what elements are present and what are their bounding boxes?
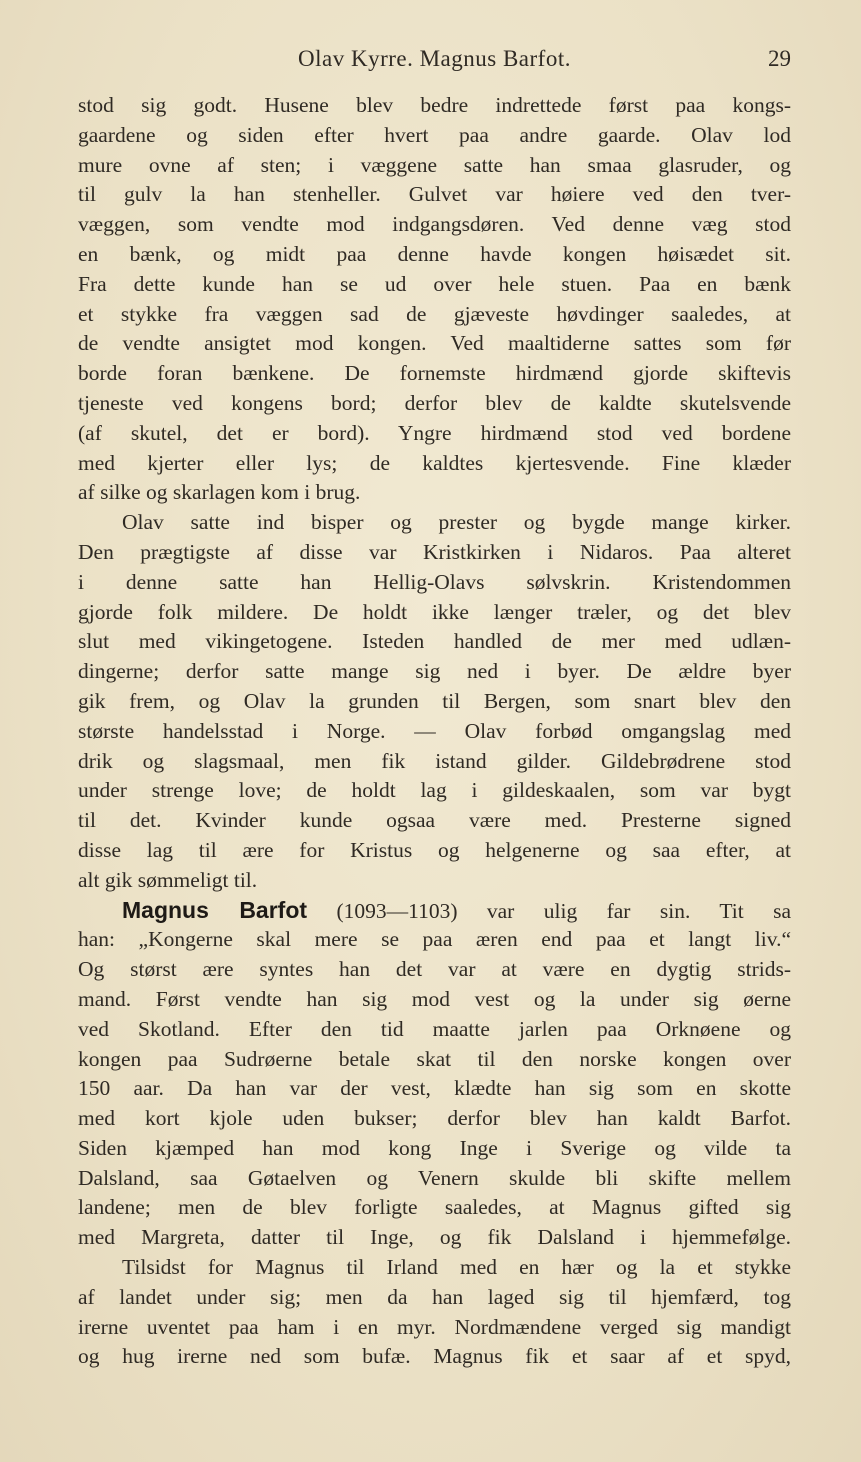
text-line: [78, 1045, 791, 1075]
text-line: [78, 747, 791, 777]
text-line: [78, 1134, 791, 1164]
text-line: [78, 329, 791, 359]
text-line: [78, 776, 791, 806]
line-text: mure ovne af sten; i væggene satte han smaa glasruder, og: [78, 152, 791, 177]
line-text: slut med vikingetogene. Isteden handled de mer med udlæn-: [78, 629, 791, 654]
line-text: ved Skotland. Efter den tid maatte jarlen paa Orknøene og: [78, 1016, 791, 1041]
line-text: til gulv la han stenheller. Gulvet var høiere ved den tver-: [78, 182, 791, 207]
text-line: [78, 449, 791, 479]
text-line: [78, 657, 791, 687]
line-text: (af skutel, det er bord). Yngre hirdmænd stod ved bordene: [78, 420, 791, 445]
line-text: i denne satte han Hellig-Olavs sølvskrin. Kristendommen: [78, 569, 791, 594]
text-line: [78, 1193, 791, 1223]
body-text: [78, 91, 791, 1372]
text-line: [78, 598, 791, 628]
line-text: de vendte ansigtet mod kongen. Ved maaltiderne sattes som før: [78, 331, 791, 356]
line-text: 150 aar. Da han var der vest, klædte han sig som en skotte: [78, 1076, 791, 1101]
section-heading: Magnus Barfot: [122, 896, 308, 923]
text-line: [78, 1253, 791, 1283]
text-line: [78, 806, 791, 836]
line-text: med kjerter eller lys; de kaldtes kjertesvende. Fine klæder: [78, 450, 791, 475]
line-text: kongen paa Sudrøerne betale skat til den norske kongen over: [78, 1046, 791, 1071]
line-text: under strenge love; de holdt lag i gildeskaalen, som var bygt: [78, 778, 791, 803]
text-line: [78, 300, 791, 330]
text-line: [78, 836, 791, 866]
text-line: [78, 687, 791, 717]
text-line: [78, 210, 791, 240]
text-line: [78, 389, 791, 419]
line-text: gaardene og siden efter hvert paa andre gaarde. Olav lod: [78, 122, 791, 147]
line-text: disse lag til ære for Kristus og helgenerne og saa efter, at: [78, 837, 791, 862]
text-line: [78, 568, 791, 598]
text-line: [78, 1342, 791, 1372]
line-text: af landet under sig; men da han laged sig til hjemfærd, tog: [78, 1284, 791, 1309]
text-line: [78, 180, 791, 210]
text-line: [78, 508, 791, 538]
text-line: [78, 240, 791, 270]
line-text: borde foran bænkene. De fornemste hirdmænd gjorde skiftevis: [78, 361, 791, 386]
line-text: irerne uventet paa ham i en myr. Nordmændene verged sig mandigt: [78, 1314, 791, 1339]
line-text: Dalsland, saa Gøtaelven og Venern skulde bli skifte mellem: [78, 1165, 791, 1190]
text-line: [78, 419, 791, 449]
line-text: med kort kjole uden bukser; derfor blev han kaldt Barfot.: [78, 1106, 791, 1131]
line-text: et stykke fra væggen sad de gjæveste høvdinger saaledes, at: [78, 301, 791, 326]
line-text: drik og slagsmaal, men fik istand gilder. Gildebrødrene stod: [78, 748, 791, 773]
line-text: gjorde folk mildere. De holdt ikke længer træler, og det blev: [78, 599, 791, 624]
line-text: Tilsidst for Magnus til Irland med en hær og la et stykke: [122, 1255, 791, 1280]
line-text: Den prægtigste af disse var Kristkirken i Nidaros. Paa alteret: [78, 539, 791, 564]
line-text: en bænk, og midt paa denne havde kongen høisædet sit.: [78, 241, 791, 266]
text-line: [78, 955, 791, 985]
line-text: Siden kjæmped han mod kong Inge i Sverige og vilde ta: [78, 1135, 791, 1160]
line-text: til det. Kvinder kunde ogsaa være med. Presterne signed: [78, 808, 791, 833]
page-header: [78, 46, 791, 76]
text-line: [78, 1164, 791, 1194]
text-line: [78, 866, 791, 896]
text-line: [78, 896, 791, 926]
text-line: [78, 151, 791, 181]
line-text: væggen, som vendte mod indgangsdøren. Ved denne væg stod: [78, 212, 791, 237]
text-line: [78, 1015, 791, 1045]
text-line: [78, 1283, 791, 1313]
text-line: [78, 1074, 791, 1104]
line-text: alt gik sømmeligt til.: [78, 867, 258, 892]
text-line: [78, 1223, 791, 1253]
text-line: [78, 270, 791, 300]
text-line: [78, 538, 791, 568]
text-line: [78, 91, 791, 121]
line-text: Og størst ære syntes han det var at være en dygtig strids-: [78, 957, 791, 982]
line-text: største handelsstad i Norge. — Olav forbød omgangslag med: [78, 718, 791, 743]
text-line: [78, 1313, 791, 1343]
line-text: stod sig godt. Husene blev bedre indrettede først paa kongs-: [78, 93, 791, 117]
text-line: [78, 717, 791, 747]
text-line: [78, 627, 791, 657]
line-text: han: „Kongerne skal mere se paa æren end paa et langt liv.“: [78, 927, 791, 952]
running-title: Olav Kyrre. Magnus Barfot.: [298, 46, 571, 71]
line-text: med Margreta, datter til Inge, og fik Dalsland i hjemmefølge.: [78, 1225, 791, 1250]
line-text: (1093—1103) var ulig far sin. Tit sa: [307, 898, 792, 923]
text-line: [78, 925, 791, 955]
line-text: gik frem, og Olav la grunden til Bergen, som snart blev den: [78, 688, 791, 713]
page-number: 29: [768, 46, 791, 71]
text-line: [78, 121, 791, 151]
line-text: af silke og skarlagen kom i brug.: [78, 480, 361, 505]
text-line: [78, 985, 791, 1015]
line-text: landene; men de blev forligte saaledes, at Magnus gifted sig: [78, 1195, 791, 1220]
text-line: [78, 359, 791, 389]
line-text: tjeneste ved kongens bord; derfor blev de kaldte skutelsvende: [78, 390, 791, 415]
line-text: dingerne; derfor satte mange sig ned i byer. De ældre byer: [78, 659, 791, 684]
line-text: og hug irerne ned som bufæ. Magnus fik et saar af et spyd,: [78, 1344, 791, 1369]
line-text: mand. Først vendte han sig mod vest og la under sig øerne: [78, 986, 791, 1011]
text-line: [78, 1104, 791, 1134]
line-text: Olav satte ind bisper og prester og bygde mange kirker.: [122, 510, 791, 535]
line-text: Fra dette kunde han se ud over hele stuen. Paa en bænk: [78, 271, 791, 296]
text-line: [78, 478, 791, 508]
